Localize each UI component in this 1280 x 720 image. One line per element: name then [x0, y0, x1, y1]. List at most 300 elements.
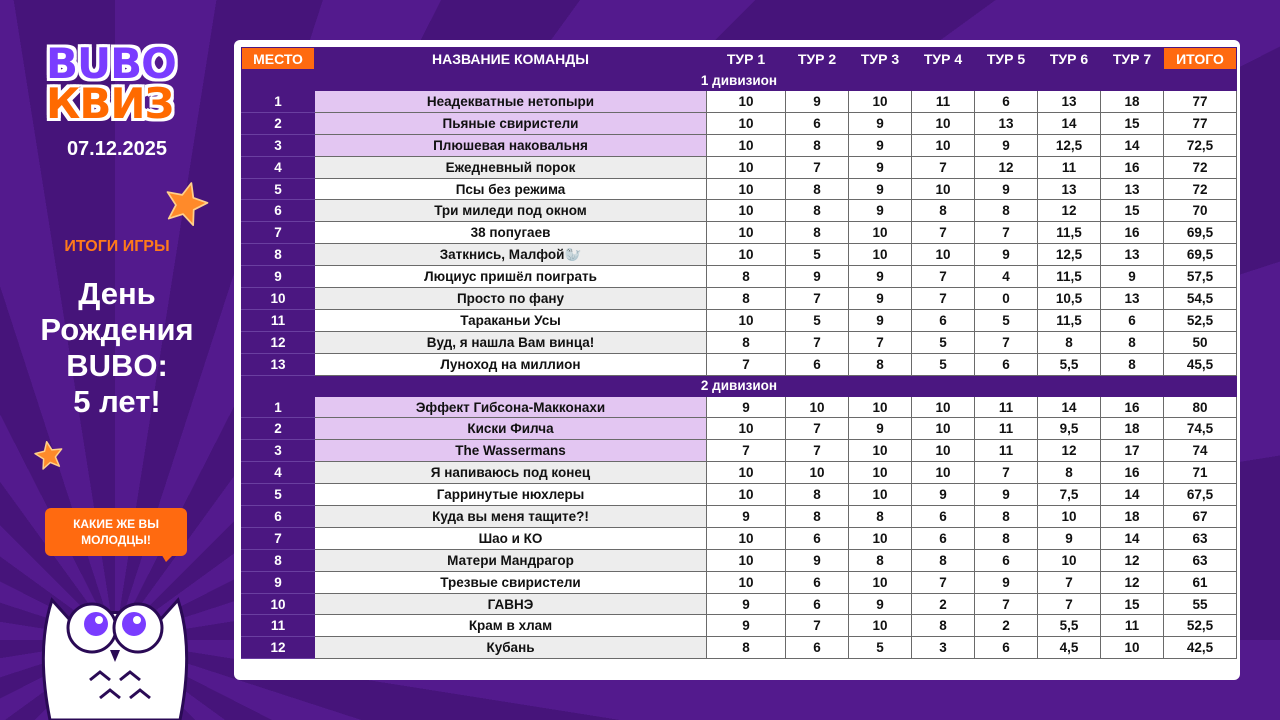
round-score-cell: 7: [912, 222, 975, 244]
round-score-cell: 8: [1038, 331, 1101, 353]
round-score-cell: 14: [1101, 484, 1164, 506]
event-title-line: Рождения: [40, 312, 194, 347]
logo-bottom-text: КВИЗ: [46, 79, 174, 128]
round-score-cell: 5: [786, 244, 849, 266]
total-score-cell: 67,5: [1164, 484, 1237, 506]
round-score-cell: 10: [1038, 549, 1101, 571]
round-score-cell: 13: [1038, 91, 1101, 113]
round-score-cell: 5,5: [1038, 615, 1101, 637]
round-score-cell: 8: [786, 178, 849, 200]
round-score-cell: 12,5: [1038, 244, 1101, 266]
round-score-cell: 0: [975, 288, 1038, 310]
round-score-cell: 8: [912, 615, 975, 637]
round-score-cell: 10: [1101, 637, 1164, 659]
round-score-cell: 8: [707, 331, 786, 353]
round-score-cell: 9: [975, 244, 1038, 266]
round-score-cell: 14: [1101, 527, 1164, 549]
team-name-cell: 38 попугаев: [315, 222, 707, 244]
team-name-cell: Куда вы меня тащите?!: [315, 506, 707, 528]
team-name-cell: Псы без режима: [315, 178, 707, 200]
round-score-cell: 8: [975, 200, 1038, 222]
round-score-cell: 7: [1038, 593, 1101, 615]
round-score-cell: 12: [1038, 200, 1101, 222]
table-row: [242, 396, 1237, 418]
round-score-cell: 6: [786, 527, 849, 549]
place-cell: 7: [242, 222, 315, 244]
star-icon: [34, 440, 64, 470]
round-score-cell: 9: [707, 593, 786, 615]
team-name-cell: Гарринутые нюхлеры: [315, 484, 707, 506]
column-header-round: ТУР 4: [912, 48, 975, 70]
round-score-cell: 8: [707, 637, 786, 659]
place-cell: 11: [242, 309, 315, 331]
round-score-cell: 6: [975, 91, 1038, 113]
round-score-cell: 10: [786, 396, 849, 418]
event-date: 07.12.2025: [66, 138, 168, 160]
round-score-cell: 10: [707, 484, 786, 506]
owl-mascot-icon: [30, 580, 200, 720]
round-score-cell: 11,5: [1038, 309, 1101, 331]
table-row: [242, 288, 1237, 310]
badge-line: МОЛОДЦЫ!: [81, 533, 151, 547]
event-title-line: BUBO:: [66, 348, 168, 383]
table-row: [242, 244, 1237, 266]
round-score-cell: 7: [707, 353, 786, 375]
round-score-cell: 9: [912, 484, 975, 506]
round-score-cell: 18: [1101, 91, 1164, 113]
team-name-cell: Плюшевая наковальня: [315, 134, 707, 156]
total-score-cell: 61: [1164, 571, 1237, 593]
total-score-cell: 72,5: [1164, 134, 1237, 156]
total-score-cell: 50: [1164, 331, 1237, 353]
round-score-cell: 8: [849, 506, 912, 528]
round-score-cell: 8: [1038, 462, 1101, 484]
place-cell: 2: [242, 418, 315, 440]
round-score-cell: 6: [975, 637, 1038, 659]
round-score-cell: 13: [975, 112, 1038, 134]
header-row: [242, 48, 1237, 70]
total-score-cell: 80: [1164, 396, 1237, 418]
round-score-cell: 8: [707, 288, 786, 310]
round-score-cell: 12: [1101, 549, 1164, 571]
round-score-cell: 9: [975, 484, 1038, 506]
round-score-cell: 16: [1101, 156, 1164, 178]
team-name-cell: Я напиваюсь под конец: [315, 462, 707, 484]
round-score-cell: 10: [849, 615, 912, 637]
total-score-cell: 45,5: [1164, 353, 1237, 375]
praise-badge: [45, 508, 187, 556]
star-icon: [163, 180, 209, 226]
round-score-cell: 8: [786, 200, 849, 222]
sidebar: [0, 0, 234, 720]
round-score-cell: 11: [912, 91, 975, 113]
round-score-cell: 7: [849, 331, 912, 353]
round-score-cell: 8: [849, 353, 912, 375]
team-name-cell: Вуд, я нашла Вам винца!: [315, 331, 707, 353]
round-score-cell: 16: [1101, 222, 1164, 244]
team-name-cell: Трезвые свиристели: [315, 571, 707, 593]
place-cell: 9: [242, 266, 315, 288]
place-cell: 5: [242, 484, 315, 506]
table-row: [242, 91, 1237, 113]
round-score-cell: 14: [1101, 134, 1164, 156]
table-row: [242, 178, 1237, 200]
round-score-cell: 14: [1038, 112, 1101, 134]
round-score-cell: 9: [975, 571, 1038, 593]
round-score-cell: 9: [849, 266, 912, 288]
round-score-cell: 10: [849, 91, 912, 113]
total-score-cell: 69,5: [1164, 222, 1237, 244]
round-score-cell: 10: [1038, 506, 1101, 528]
round-score-cell: 11: [975, 418, 1038, 440]
round-score-cell: 8: [975, 527, 1038, 549]
table-row: [242, 506, 1237, 528]
table-row: [242, 571, 1237, 593]
total-score-cell: 69,5: [1164, 244, 1237, 266]
round-score-cell: 10: [849, 527, 912, 549]
round-score-cell: 9: [786, 266, 849, 288]
column-header-team: НАЗВАНИЕ КОМАНДЫ: [315, 48, 707, 70]
place-cell: 3: [242, 134, 315, 156]
round-score-cell: 7: [912, 266, 975, 288]
column-header-round: ТУР 2: [786, 48, 849, 70]
place-cell: 10: [242, 593, 315, 615]
round-score-cell: 10: [707, 222, 786, 244]
table-row: [242, 615, 1237, 637]
team-name-cell: Эффект Гибсона-Макконахи: [315, 396, 707, 418]
place-cell: 1: [242, 396, 315, 418]
place-cell: 2: [242, 112, 315, 134]
round-score-cell: 8: [912, 549, 975, 571]
table-row: [242, 593, 1237, 615]
table-row: [242, 440, 1237, 462]
column-header-round: ТУР 5: [975, 48, 1038, 70]
round-score-cell: 13: [1101, 244, 1164, 266]
team-name-cell: Киски Филча: [315, 418, 707, 440]
division-header-row: [242, 375, 1237, 396]
round-score-cell: 9: [849, 112, 912, 134]
table-row: [242, 156, 1237, 178]
round-score-cell: 9: [707, 506, 786, 528]
place-cell: 7: [242, 527, 315, 549]
total-score-cell: 52,5: [1164, 615, 1237, 637]
column-header-total: ИТОГО: [1164, 48, 1237, 70]
round-score-cell: 10: [849, 396, 912, 418]
total-score-cell: 72: [1164, 178, 1237, 200]
place-cell: 5: [242, 178, 315, 200]
round-score-cell: 7: [786, 615, 849, 637]
round-score-cell: 6: [912, 527, 975, 549]
place-cell: 12: [242, 637, 315, 659]
round-score-cell: 11: [975, 396, 1038, 418]
total-score-cell: 77: [1164, 112, 1237, 134]
round-score-cell: 12,5: [1038, 134, 1101, 156]
round-score-cell: 10: [912, 462, 975, 484]
total-score-cell: 70: [1164, 200, 1237, 222]
total-score-cell: 42,5: [1164, 637, 1237, 659]
round-score-cell: 8: [849, 549, 912, 571]
place-cell: 6: [242, 506, 315, 528]
table-row: [242, 222, 1237, 244]
total-score-cell: 55: [1164, 593, 1237, 615]
round-score-cell: 2: [975, 615, 1038, 637]
round-score-cell: 6: [975, 353, 1038, 375]
team-name-cell: Луноход на миллион: [315, 353, 707, 375]
round-score-cell: 10: [707, 134, 786, 156]
round-score-cell: 10: [849, 222, 912, 244]
round-score-cell: 7: [786, 288, 849, 310]
round-score-cell: 8: [786, 484, 849, 506]
round-score-cell: 10: [912, 244, 975, 266]
place-cell: 4: [242, 156, 315, 178]
round-score-cell: 10: [912, 440, 975, 462]
round-score-cell: 10: [707, 200, 786, 222]
round-score-cell: 8: [975, 506, 1038, 528]
total-score-cell: 74: [1164, 440, 1237, 462]
round-score-cell: 9: [849, 418, 912, 440]
bubo-logo: [46, 39, 191, 132]
event-title-line: 5 лет!: [73, 384, 161, 419]
team-name-cell: Заткнись, Малфой🦭: [315, 244, 707, 266]
round-score-cell: 5: [912, 353, 975, 375]
round-score-cell: 11: [1038, 156, 1101, 178]
table-row: [242, 527, 1237, 549]
round-score-cell: 14: [1038, 396, 1101, 418]
round-score-cell: 9: [707, 396, 786, 418]
round-score-cell: 10: [707, 178, 786, 200]
total-score-cell: 54,5: [1164, 288, 1237, 310]
round-score-cell: 8: [786, 222, 849, 244]
round-score-cell: 8: [1101, 331, 1164, 353]
table-row: [242, 637, 1237, 659]
column-header-round: ТУР 6: [1038, 48, 1101, 70]
place-cell: 1: [242, 91, 315, 113]
round-score-cell: 10: [707, 549, 786, 571]
round-score-cell: 7,5: [1038, 484, 1101, 506]
logo-top-text: BUBO: [46, 39, 176, 88]
total-score-cell: 52,5: [1164, 309, 1237, 331]
round-score-cell: 10: [707, 244, 786, 266]
round-score-cell: 6: [1101, 309, 1164, 331]
round-score-cell: 10: [849, 244, 912, 266]
round-score-cell: 13: [1101, 288, 1164, 310]
round-score-cell: 9: [849, 200, 912, 222]
round-score-cell: 12: [1038, 440, 1101, 462]
table-row: [242, 309, 1237, 331]
place-cell: 8: [242, 549, 315, 571]
table-row: [242, 418, 1237, 440]
round-score-cell: 3: [912, 637, 975, 659]
event-title-line: День: [78, 276, 156, 311]
round-score-cell: 12: [1101, 571, 1164, 593]
round-score-cell: 17: [1101, 440, 1164, 462]
round-score-cell: 4,5: [1038, 637, 1101, 659]
round-score-cell: 10: [707, 156, 786, 178]
round-score-cell: 6: [786, 637, 849, 659]
column-header-round: ТУР 1: [707, 48, 786, 70]
round-score-cell: 8: [1101, 353, 1164, 375]
round-score-cell: 7: [786, 440, 849, 462]
round-score-cell: 9: [849, 593, 912, 615]
place-cell: 11: [242, 615, 315, 637]
round-score-cell: 9: [849, 178, 912, 200]
team-name-cell: Просто по фану: [315, 288, 707, 310]
place-cell: 12: [242, 331, 315, 353]
table-row: [242, 134, 1237, 156]
total-score-cell: 74,5: [1164, 418, 1237, 440]
round-score-cell: 9: [849, 309, 912, 331]
round-score-cell: 6: [786, 112, 849, 134]
table-row: [242, 549, 1237, 571]
round-score-cell: 8: [707, 266, 786, 288]
team-name-cell: Кубань: [315, 637, 707, 659]
round-score-cell: 10: [707, 571, 786, 593]
table-row: [242, 200, 1237, 222]
round-score-cell: 8: [786, 506, 849, 528]
round-score-cell: 7: [786, 418, 849, 440]
column-header-place: МЕСТО: [242, 48, 315, 70]
round-score-cell: 9: [786, 549, 849, 571]
round-score-cell: 10: [912, 112, 975, 134]
round-score-cell: 9: [975, 178, 1038, 200]
total-score-cell: 71: [1164, 462, 1237, 484]
round-score-cell: 9: [707, 615, 786, 637]
round-score-cell: 18: [1101, 506, 1164, 528]
round-score-cell: 7: [975, 331, 1038, 353]
team-name-cell: Неадекватные нетопыри: [315, 91, 707, 113]
table-row: [242, 462, 1237, 484]
round-score-cell: 6: [975, 549, 1038, 571]
team-name-cell: Тараканьи Усы: [315, 309, 707, 331]
round-score-cell: 7: [786, 331, 849, 353]
team-name-cell: ГАВНЭ: [315, 593, 707, 615]
team-name-cell: Матери Мандрагор: [315, 549, 707, 571]
round-score-cell: 7: [1038, 571, 1101, 593]
place-cell: 3: [242, 440, 315, 462]
round-score-cell: 11: [975, 440, 1038, 462]
table-row: [242, 266, 1237, 288]
round-score-cell: 6: [786, 593, 849, 615]
round-score-cell: 5: [975, 309, 1038, 331]
team-name-cell: Три миледи под окном: [315, 200, 707, 222]
round-score-cell: 7: [975, 462, 1038, 484]
round-score-cell: 15: [1101, 593, 1164, 615]
round-score-cell: 11,5: [1038, 266, 1101, 288]
round-score-cell: 7: [786, 156, 849, 178]
total-score-cell: 77: [1164, 91, 1237, 113]
column-header-round: ТУР 7: [1101, 48, 1164, 70]
round-score-cell: 9,5: [1038, 418, 1101, 440]
round-score-cell: 4: [975, 266, 1038, 288]
round-score-cell: 11: [1101, 615, 1164, 637]
badge-tail: [160, 552, 176, 562]
round-score-cell: 6: [786, 353, 849, 375]
round-score-cell: 15: [1101, 112, 1164, 134]
round-score-cell: 10: [912, 134, 975, 156]
round-score-cell: 10: [912, 178, 975, 200]
round-score-cell: 9: [849, 134, 912, 156]
round-score-cell: 10: [912, 418, 975, 440]
round-score-cell: 9: [975, 134, 1038, 156]
round-score-cell: 5: [849, 637, 912, 659]
team-name-cell: Крам в хлам: [315, 615, 707, 637]
event-title: [0, 276, 234, 420]
round-score-cell: 9: [1038, 527, 1101, 549]
round-score-cell: 10: [849, 571, 912, 593]
round-score-cell: 10: [786, 462, 849, 484]
total-score-cell: 72: [1164, 156, 1237, 178]
round-score-cell: 10: [912, 396, 975, 418]
round-score-cell: 7: [912, 156, 975, 178]
total-score-cell: 63: [1164, 549, 1237, 571]
round-score-cell: 11,5: [1038, 222, 1101, 244]
round-score-cell: 10: [707, 309, 786, 331]
column-header-round: ТУР 3: [849, 48, 912, 70]
round-score-cell: 10,5: [1038, 288, 1101, 310]
total-score-cell: 57,5: [1164, 266, 1237, 288]
round-score-cell: 12: [975, 156, 1038, 178]
place-cell: 4: [242, 462, 315, 484]
total-score-cell: 63: [1164, 527, 1237, 549]
table-row: [242, 331, 1237, 353]
round-score-cell: 9: [849, 288, 912, 310]
team-name-cell: Ежедневный порок: [315, 156, 707, 178]
round-score-cell: 10: [707, 112, 786, 134]
round-score-cell: 7: [912, 571, 975, 593]
round-score-cell: 10: [849, 462, 912, 484]
round-score-cell: 13: [1101, 178, 1164, 200]
place-cell: 9: [242, 571, 315, 593]
round-score-cell: 7: [975, 222, 1038, 244]
team-name-cell: Пьяные свиристели: [315, 112, 707, 134]
team-name-cell: Люциус пришёл поиграть: [315, 266, 707, 288]
round-score-cell: 7: [912, 288, 975, 310]
round-score-cell: 9: [1101, 266, 1164, 288]
division-title: 2 дивизион: [242, 375, 1237, 396]
table-row: [242, 112, 1237, 134]
round-score-cell: 13: [1038, 178, 1101, 200]
round-score-cell: 5: [786, 309, 849, 331]
round-score-cell: 10: [849, 484, 912, 506]
place-cell: 10: [242, 288, 315, 310]
round-score-cell: 10: [707, 462, 786, 484]
division-header-row: [242, 70, 1237, 91]
results-panel: [234, 40, 1240, 680]
round-score-cell: 6: [786, 571, 849, 593]
round-score-cell: 8: [786, 134, 849, 156]
badge-line: КАКИЕ ЖЕ ВЫ: [73, 517, 159, 531]
team-name-cell: Шао и КО: [315, 527, 707, 549]
round-score-cell: 10: [849, 440, 912, 462]
round-score-cell: 6: [912, 506, 975, 528]
place-cell: 13: [242, 353, 315, 375]
place-cell: 6: [242, 200, 315, 222]
results-table: [241, 47, 1237, 659]
round-score-cell: 9: [786, 91, 849, 113]
round-score-cell: 7: [707, 440, 786, 462]
round-score-cell: 18: [1101, 418, 1164, 440]
division-title: 1 дивизион: [242, 70, 1237, 91]
round-score-cell: 7: [975, 593, 1038, 615]
round-score-cell: 5,5: [1038, 353, 1101, 375]
team-name-cell: The Wassermans: [315, 440, 707, 462]
round-score-cell: 15: [1101, 200, 1164, 222]
place-cell: 8: [242, 244, 315, 266]
table-row: [242, 353, 1237, 375]
table-row: [242, 484, 1237, 506]
round-score-cell: 10: [707, 91, 786, 113]
total-score-cell: 67: [1164, 506, 1237, 528]
